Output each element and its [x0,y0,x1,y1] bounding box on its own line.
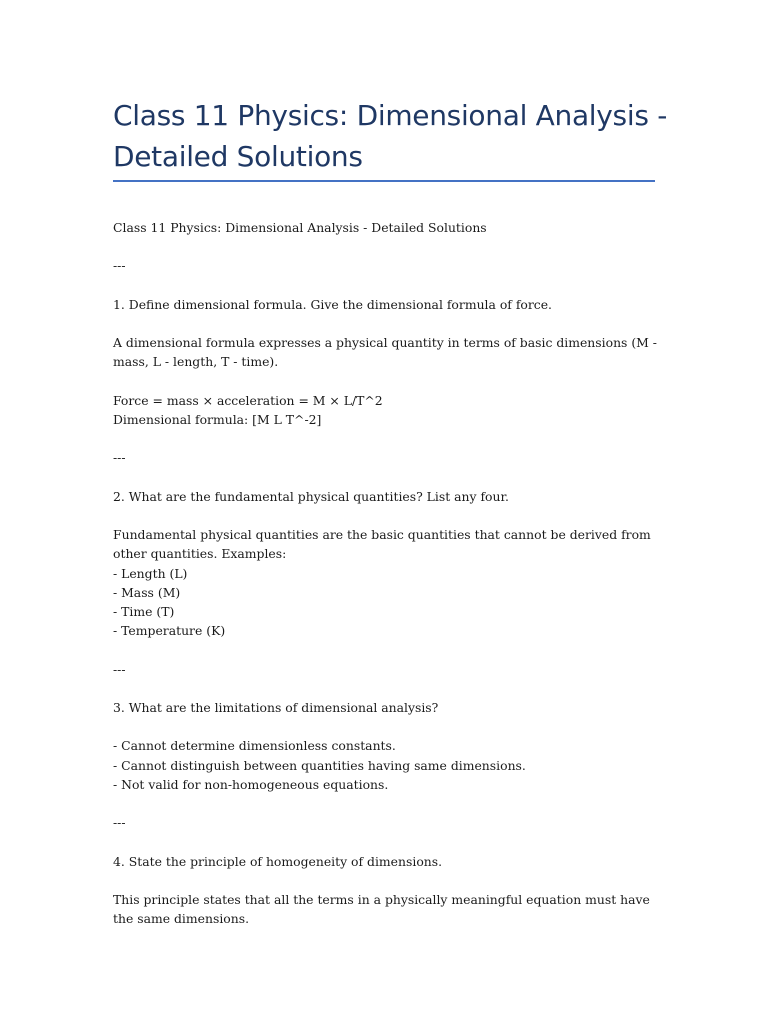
answer-1: A dimensional formula expresses a physical quantity in terms of basic dimensions (M - mass, L - length, T - time). [113,335,657,370]
list-item: - Not valid for non-homogeneous equations. [113,776,389,792]
answer-3 [113,736,658,794]
question-4: 4. State the principle of homogeneity of dimensions. [113,853,443,869]
formula-line: Force = mass × acceleration = M × L/T^2 [113,392,383,408]
list-item: - Cannot determine dimensionless constants. [113,738,396,754]
title-underline [113,180,655,182]
separator: --- [113,815,126,831]
list-item: - Cannot distinguish between quantities having same dimensions. [113,757,526,773]
list-item: - Time (T) [113,603,175,619]
list-item: - Length (L) [113,565,188,581]
list-item: - Mass (M) [113,584,181,600]
question-3: 3. What are the limitations of dimensional analysis? [113,699,439,715]
document-body [113,218,658,948]
separator: --- [113,258,126,274]
separator: --- [113,661,126,677]
answer-text: Fundamental physical quantities are the basic quantities that cannot be derived from other quantities. Examples: [113,527,651,562]
document-title: Class 11 Physics: Dimensional Analysis - Detailed Solutions [113,99,668,173]
formula-line: Dimensional formula: [M L T^-2] [113,411,322,427]
question-2: 2. What are the fundamental physical quantities? List any four. [113,488,509,504]
intro-text: Class 11 Physics: Dimensional Analysis - Detailed Solutions [113,220,487,235]
answer-2 [113,525,658,640]
answer-1-formula [113,391,658,429]
answer-4: This principle states that all the terms in a physically meaningful equation must have the same dimensions. [113,891,650,927]
separator: --- [113,450,126,466]
question-1: 1. Define dimensional formula. Give the dimensional formula of force. [113,296,552,312]
list-item: - Temperature (K) [113,623,226,639]
